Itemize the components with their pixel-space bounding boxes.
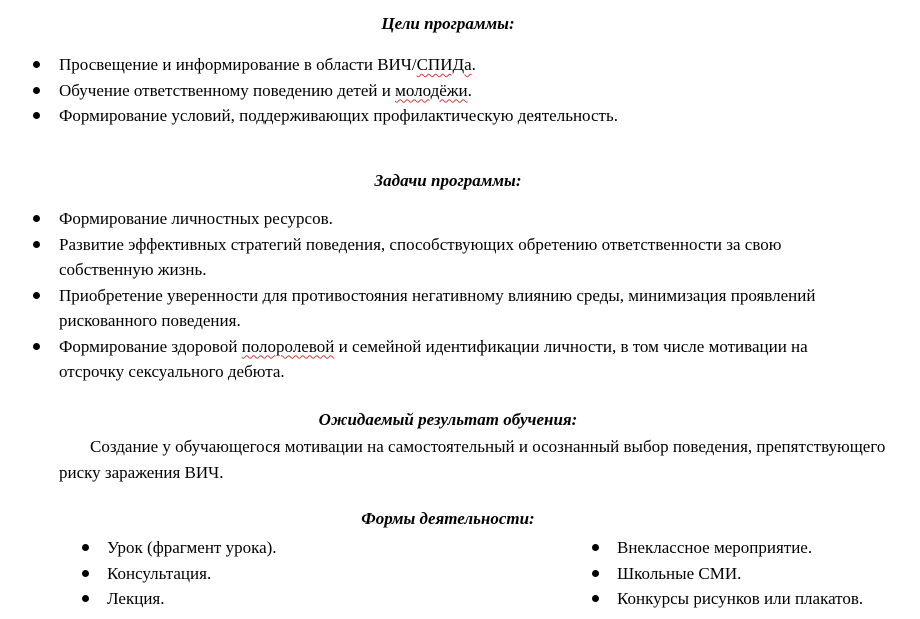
list-item — [592, 535, 863, 561]
tasks-heading: Задачи программы: — [374, 171, 522, 190]
bullet-icon — [82, 595, 89, 602]
list-item-text: Внеклассное мероприятие. — [617, 538, 813, 557]
list-item-text-end: . — [471, 55, 476, 74]
list-item-text: Формирование условий, поддерживающих профилактическую деятельность. — [59, 106, 618, 125]
list-item — [0, 103, 618, 129]
spellcheck-marked-word: СПИДа — [416, 55, 472, 74]
goals-heading: Цели программы: — [381, 14, 515, 33]
list-item-text-end: . — [467, 80, 472, 100]
list-item-text-continued: рискованного поведения. — [59, 311, 241, 330]
bullet-icon — [82, 544, 89, 551]
list-item-text: Формирование личностных ресурсов. — [59, 209, 333, 228]
list-item-text: Консультация. — [107, 563, 212, 583]
list-item-text: Приобретение уверенности для противостояния негативному влиянию среды, минимизация проявлений — [59, 285, 816, 305]
list-item-text: Урок (фрагмент урока). — [107, 538, 277, 557]
list-item — [82, 586, 277, 612]
list-item-text: Лекция. — [107, 589, 165, 608]
bullet-icon — [592, 570, 599, 577]
bullet-icon — [33, 215, 40, 222]
forms-list-left — [82, 535, 277, 612]
forms-list-right — [592, 535, 863, 612]
list-item — [82, 561, 277, 587]
list-item-text: Просвещение и информирование в области ВИЧ/ — [59, 55, 417, 74]
bullet-icon — [33, 292, 40, 299]
result-heading: Ожидаемый результат обучения: — [318, 410, 578, 429]
list-item-text: Формирование здоровой — [59, 336, 242, 356]
bullet-icon — [33, 241, 40, 248]
list-item — [0, 206, 815, 232]
list-item-text: Конкурсы рисунков или плакатов. — [617, 589, 864, 608]
spellcheck-marked-word: молодёжи — [395, 80, 468, 100]
list-item — [592, 586, 863, 612]
bullet-icon — [592, 544, 599, 551]
spellcheck-marked-word: полоролевой — [241, 336, 335, 356]
list-item — [0, 78, 618, 104]
bullet-icon — [33, 112, 40, 119]
forms-heading: Формы деятельности: — [361, 509, 535, 528]
list-item-text: Развитие эффективных стратегий поведения, способствующих обретению ответственности за свою — [59, 234, 782, 254]
list-item-text-continued: отсрочку сексуального дебюта. — [59, 362, 285, 381]
list-item — [0, 334, 815, 385]
list-item-text-continued: собственную жизнь. — [59, 260, 207, 279]
bullet-icon — [592, 595, 599, 602]
bullet-icon — [33, 343, 40, 350]
list-item-text: Обучение ответственному поведению детей и — [59, 80, 396, 100]
list-item — [0, 283, 815, 334]
bullet-icon — [33, 87, 40, 94]
list-item — [0, 232, 815, 283]
tasks-list — [0, 206, 815, 385]
list-item-text-end: и семейной идентификации личности, в том числе мотивации на — [334, 336, 808, 356]
result-paragraph: Создание у обучающегося мотивации на самостоятельный и осознанный выбор поведения, препятствующего риску заражения ВИЧ. — [59, 437, 886, 482]
list-item — [82, 535, 277, 561]
bullet-icon — [82, 570, 89, 577]
list-item-text: Школьные СМИ. — [617, 563, 742, 583]
goals-list — [0, 52, 618, 129]
list-item — [0, 52, 618, 78]
list-item — [592, 561, 863, 587]
bullet-icon — [33, 61, 40, 68]
